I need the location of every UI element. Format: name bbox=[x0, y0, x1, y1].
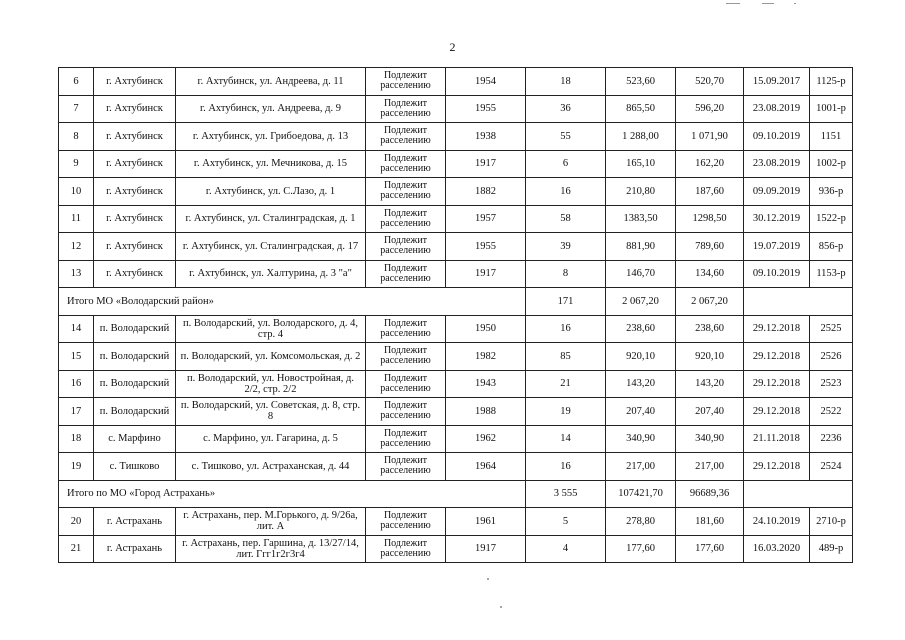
table-row bbox=[59, 508, 853, 536]
status-cell: Подлежит расселению bbox=[366, 370, 446, 398]
total-area-cell: 146,70 bbox=[606, 260, 676, 288]
document-number-cell: 856-р bbox=[810, 233, 853, 261]
row-number: 20 bbox=[59, 508, 94, 536]
subtotal-row bbox=[59, 288, 853, 316]
document-number-cell: 1002-р bbox=[810, 150, 853, 178]
locality-cell: г. Астрахань bbox=[94, 508, 176, 536]
table-row bbox=[59, 68, 853, 96]
locality-cell: п. Володарский bbox=[94, 370, 176, 398]
year-cell: 1955 bbox=[446, 233, 526, 261]
living-area-cell: 596,20 bbox=[676, 95, 744, 123]
status-cell: Подлежит расселению bbox=[366, 178, 446, 206]
status-cell: Подлежит расселению bbox=[366, 95, 446, 123]
document-number-cell: 1522-р bbox=[810, 205, 853, 233]
total-area-cell: 278,80 bbox=[606, 508, 676, 536]
row-number: 15 bbox=[59, 343, 94, 371]
living-area-cell: 162,20 bbox=[676, 150, 744, 178]
row-number: 13 bbox=[59, 260, 94, 288]
year-cell: 1938 bbox=[446, 123, 526, 151]
row-number: 21 bbox=[59, 535, 94, 563]
status-cell: Подлежит расселению bbox=[366, 260, 446, 288]
residents-cell: 16 bbox=[526, 315, 606, 343]
address-cell: п. Володарский, ул. Комсомольская, д. 2 bbox=[176, 343, 366, 371]
decision-date-cell: 23.08.2019 bbox=[744, 150, 810, 178]
decision-date-cell: 29.12.2018 bbox=[744, 343, 810, 371]
total-area-cell: 1 288,00 bbox=[606, 123, 676, 151]
page-number: 2 bbox=[449, 40, 456, 54]
table-body bbox=[59, 68, 853, 563]
status-cell: Подлежит расселению bbox=[366, 425, 446, 453]
total-area-cell: 340,90 bbox=[606, 425, 676, 453]
year-cell: 1982 bbox=[446, 343, 526, 371]
locality-cell: п. Володарский bbox=[94, 398, 176, 426]
address-cell: г. Ахтубинск, ул. С.Лазо, д. 1 bbox=[176, 178, 366, 206]
locality-cell: г. Ахтубинск bbox=[94, 95, 176, 123]
residents-cell: 4 bbox=[526, 535, 606, 563]
document-number-cell: 2525 bbox=[810, 315, 853, 343]
locality-cell: п. Володарский bbox=[94, 343, 176, 371]
total-area-cell: 143,20 bbox=[606, 370, 676, 398]
row-number: 16 bbox=[59, 370, 94, 398]
table-row bbox=[59, 453, 853, 481]
status-cell: Подлежит расселению bbox=[366, 315, 446, 343]
decision-date-cell: 21.11.2018 bbox=[744, 425, 810, 453]
residents-cell: 21 bbox=[526, 370, 606, 398]
total-area-cell: 920,10 bbox=[606, 343, 676, 371]
residents-cell: 16 bbox=[526, 453, 606, 481]
year-cell: 1950 bbox=[446, 315, 526, 343]
year-cell: 1882 bbox=[446, 178, 526, 206]
residents-cell: 19 bbox=[526, 398, 606, 426]
subtotal-label: Итого по МО «Город Астрахань» bbox=[59, 480, 526, 508]
table-row bbox=[59, 535, 853, 563]
address-cell: г. Астрахань, пер. М.Горького, д. 9/26а, лит. А bbox=[176, 508, 366, 536]
table-row bbox=[59, 233, 853, 261]
status-cell: Подлежит расселению bbox=[366, 535, 446, 563]
scan-speck bbox=[487, 578, 489, 580]
decision-date-cell: 23.08.2019 bbox=[744, 95, 810, 123]
document-number-cell: 2522 bbox=[810, 398, 853, 426]
table-row bbox=[59, 260, 853, 288]
residents-cell: 5 bbox=[526, 508, 606, 536]
living-area-cell: 134,60 bbox=[676, 260, 744, 288]
decision-date-cell: 09.10.2019 bbox=[744, 123, 810, 151]
document-number-cell: 2524 bbox=[810, 453, 853, 481]
residents-cell: 39 bbox=[526, 233, 606, 261]
table-row bbox=[59, 315, 853, 343]
living-area-cell: 1 071,90 bbox=[676, 123, 744, 151]
residents-cell: 14 bbox=[526, 425, 606, 453]
address-cell: с. Марфино, ул. Гагарина, д. 5 bbox=[176, 425, 366, 453]
decision-date-cell: 09.10.2019 bbox=[744, 260, 810, 288]
status-cell: Подлежит расселению bbox=[366, 343, 446, 371]
address-cell: г. Ахтубинск, ул. Мечникова, д. 15 bbox=[176, 150, 366, 178]
locality-cell: г. Астрахань bbox=[94, 535, 176, 563]
total-area-cell: 1383,50 bbox=[606, 205, 676, 233]
table-row bbox=[59, 370, 853, 398]
table-row bbox=[59, 343, 853, 371]
living-area-cell: 217,00 bbox=[676, 453, 744, 481]
total-area-cell: 881,90 bbox=[606, 233, 676, 261]
document-number-cell: 2523 bbox=[810, 370, 853, 398]
living-area-cell: 920,10 bbox=[676, 343, 744, 371]
total-area-cell: 165,10 bbox=[606, 150, 676, 178]
row-number: 19 bbox=[59, 453, 94, 481]
table-row bbox=[59, 95, 853, 123]
document-number-cell: 2526 bbox=[810, 343, 853, 371]
year-cell: 1943 bbox=[446, 370, 526, 398]
residents-cell: 58 bbox=[526, 205, 606, 233]
address-cell: г. Ахтубинск, ул. Андреева, д. 11 bbox=[176, 68, 366, 96]
table-row bbox=[59, 398, 853, 426]
row-number: 17 bbox=[59, 398, 94, 426]
year-cell: 1988 bbox=[446, 398, 526, 426]
address-cell: п. Володарский, ул. Новостройная, д. 2/2, стр. 2/2 bbox=[176, 370, 366, 398]
total-area-cell: 523,60 bbox=[606, 68, 676, 96]
document-number-cell: 1153-р bbox=[810, 260, 853, 288]
decision-date-cell: 29.12.2018 bbox=[744, 398, 810, 426]
total-area-cell: 217,00 bbox=[606, 453, 676, 481]
subtotal-total-area: 2 067,20 bbox=[606, 288, 676, 316]
table-row bbox=[59, 150, 853, 178]
decision-date-cell: 15.09.2017 bbox=[744, 68, 810, 96]
locality-cell: г. Ахтубинск bbox=[94, 68, 176, 96]
living-area-cell: 187,60 bbox=[676, 178, 744, 206]
subtotal-living-area: 2 067,20 bbox=[676, 288, 744, 316]
row-number: 14 bbox=[59, 315, 94, 343]
year-cell: 1955 bbox=[446, 95, 526, 123]
total-area-cell: 210,80 bbox=[606, 178, 676, 206]
row-number: 11 bbox=[59, 205, 94, 233]
status-cell: Подлежит расселению bbox=[366, 123, 446, 151]
row-number: 10 bbox=[59, 178, 94, 206]
residents-cell: 36 bbox=[526, 95, 606, 123]
row-number: 12 bbox=[59, 233, 94, 261]
decision-date-cell: 29.12.2018 bbox=[744, 370, 810, 398]
subtotal-row bbox=[59, 480, 853, 508]
living-area-cell: 181,60 bbox=[676, 508, 744, 536]
decision-date-cell: 24.10.2019 bbox=[744, 508, 810, 536]
address-cell: г. Ахтубинск, ул. Халтурина, д. 3 "а" bbox=[176, 260, 366, 288]
status-cell: Подлежит расселению bbox=[366, 398, 446, 426]
locality-cell: г. Ахтубинск bbox=[94, 178, 176, 206]
row-number: 9 bbox=[59, 150, 94, 178]
row-number: 6 bbox=[59, 68, 94, 96]
decision-date-cell: 09.09.2019 bbox=[744, 178, 810, 206]
address-cell: г. Ахтубинск, ул. Сталинградская, д. 1 bbox=[176, 205, 366, 233]
status-cell: Подлежит расселению bbox=[366, 233, 446, 261]
year-cell: 1962 bbox=[446, 425, 526, 453]
document-number-cell: 489-р bbox=[810, 535, 853, 563]
subtotal-empty-cell bbox=[744, 288, 853, 316]
table-row bbox=[59, 123, 853, 151]
year-cell: 1917 bbox=[446, 150, 526, 178]
living-area-cell: 143,20 bbox=[676, 370, 744, 398]
table-row bbox=[59, 178, 853, 206]
decision-date-cell: 30.12.2019 bbox=[744, 205, 810, 233]
decision-date-cell: 19.07.2019 bbox=[744, 233, 810, 261]
decision-date-cell: 29.12.2018 bbox=[744, 453, 810, 481]
document-number-cell: 936-р bbox=[810, 178, 853, 206]
status-cell: Подлежит расселению bbox=[366, 453, 446, 481]
decision-date-cell: 16.03.2020 bbox=[744, 535, 810, 563]
living-area-cell: 207,40 bbox=[676, 398, 744, 426]
residents-cell: 6 bbox=[526, 150, 606, 178]
address-cell: с. Тишково, ул. Астраханская, д. 44 bbox=[176, 453, 366, 481]
subtotal-residents: 3 555 bbox=[526, 480, 606, 508]
living-area-cell: 520,70 bbox=[676, 68, 744, 96]
subtotal-total-area: 107421,70 bbox=[606, 480, 676, 508]
address-cell: п. Володарский, ул. Володарского, д. 4, стр. 4 bbox=[176, 315, 366, 343]
living-area-cell: 238,60 bbox=[676, 315, 744, 343]
address-cell: п. Володарский, ул. Советская, д. 8, стр. 8 bbox=[176, 398, 366, 426]
subtotal-living-area: 96689,36 bbox=[676, 480, 744, 508]
living-area-cell: 1298,50 bbox=[676, 205, 744, 233]
locality-cell: с. Марфино bbox=[94, 425, 176, 453]
address-cell: г. Ахтубинск, ул. Сталинградская, д. 17 bbox=[176, 233, 366, 261]
status-cell: Подлежит расселению bbox=[366, 508, 446, 536]
subtotal-residents: 171 bbox=[526, 288, 606, 316]
table-row bbox=[59, 425, 853, 453]
document-number-cell: 2710-р bbox=[810, 508, 853, 536]
scan-speck bbox=[500, 606, 502, 608]
total-area-cell: 238,60 bbox=[606, 315, 676, 343]
year-cell: 1961 bbox=[446, 508, 526, 536]
locality-cell: с. Тишково bbox=[94, 453, 176, 481]
year-cell: 1964 bbox=[446, 453, 526, 481]
year-cell: 1957 bbox=[446, 205, 526, 233]
row-number: 7 bbox=[59, 95, 94, 123]
status-cell: Подлежит расселению bbox=[366, 150, 446, 178]
housing-registry-table bbox=[58, 67, 853, 563]
subtotal-label: Итого МО «Володарский район» bbox=[59, 288, 526, 316]
locality-cell: г. Ахтубинск bbox=[94, 260, 176, 288]
document-number-cell: 1001-р bbox=[810, 95, 853, 123]
year-cell: 1954 bbox=[446, 68, 526, 96]
residents-cell: 85 bbox=[526, 343, 606, 371]
document-number-cell: 1151 bbox=[810, 123, 853, 151]
document-number-cell: 1125-р bbox=[810, 68, 853, 96]
residents-cell: 18 bbox=[526, 68, 606, 96]
year-cell: 1917 bbox=[446, 535, 526, 563]
year-cell: 1917 bbox=[446, 260, 526, 288]
address-cell: г. Ахтубинск, ул. Андреева, д. 9 bbox=[176, 95, 366, 123]
total-area-cell: 207,40 bbox=[606, 398, 676, 426]
locality-cell: п. Володарский bbox=[94, 315, 176, 343]
living-area-cell: 789,60 bbox=[676, 233, 744, 261]
locality-cell: г. Ахтубинск bbox=[94, 150, 176, 178]
decision-date-cell: 29.12.2018 bbox=[744, 315, 810, 343]
locality-cell: г. Ахтубинск bbox=[94, 205, 176, 233]
scan-marks bbox=[720, 0, 800, 8]
residents-cell: 55 bbox=[526, 123, 606, 151]
table-row bbox=[59, 205, 853, 233]
total-area-cell: 865,50 bbox=[606, 95, 676, 123]
locality-cell: г. Ахтубинск bbox=[94, 123, 176, 151]
row-number: 18 bbox=[59, 425, 94, 453]
total-area-cell: 177,60 bbox=[606, 535, 676, 563]
address-cell: г. Астрахань, пер. Гаршина, д. 13/27/14, лит. Ггг1г2г3г4 bbox=[176, 535, 366, 563]
address-cell: г. Ахтубинск, ул. Грибоедова, д. 13 bbox=[176, 123, 366, 151]
row-number: 8 bbox=[59, 123, 94, 151]
status-cell: Подлежит расселению bbox=[366, 68, 446, 96]
living-area-cell: 340,90 bbox=[676, 425, 744, 453]
subtotal-empty-cell bbox=[744, 480, 853, 508]
document-number-cell: 2236 bbox=[810, 425, 853, 453]
status-cell: Подлежит расселению bbox=[366, 205, 446, 233]
living-area-cell: 177,60 bbox=[676, 535, 744, 563]
locality-cell: г. Ахтубинск bbox=[94, 233, 176, 261]
residents-cell: 8 bbox=[526, 260, 606, 288]
residents-cell: 16 bbox=[526, 178, 606, 206]
